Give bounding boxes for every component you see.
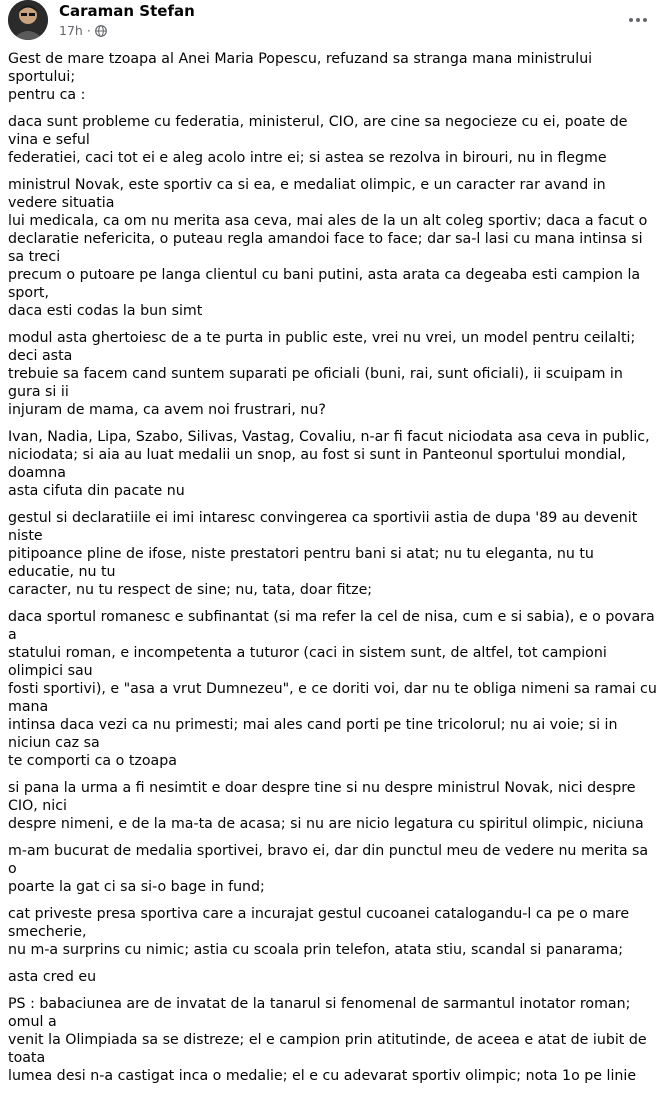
more-options-icon [628, 17, 648, 23]
post-timestamp[interactable]: 17h [59, 23, 83, 38]
post-paragraph: cat priveste presa sportiva care a incurajat gestul cucoanei catalogandu-l ca pe o mare smecherie, nu m-a surprins cu nimic; astia cu scoala prin telefon, atata stiu, scandal si panarama; [8, 906, 630, 958]
post-paragraph: daca sportul romanesc e subfinantat (si ma refer la cel de nisa, cum e si sabia), e o povara a statului roman, e incompetenta a tuturor (caci in sistem sunt, de altfel, tot campioni olimpici sau fosti sportivi), e "asa a vrut Dumnezeu", e ce doriti voi, dar nu te obliga nimeni sa ramai cu mana intinsa daca vezi ca nu primesti; mai ales cand porti pe tine tricolorul; nu ai voie; si in niciun caz sa te comporti ca o tzoapa [8, 609, 657, 769]
post-paragraph: Gest de mare tzoapa al Anei Maria Popescu, refuzand sa stranga mana ministrului sportului; pentru ca : [8, 51, 593, 103]
more-options-button[interactable] [624, 6, 652, 34]
avatar-photo [8, 0, 48, 40]
post-paragraph: Ivan, Nadia, Lipa, Szabo, Silivas, Vastag, Covaliu, n-ar fi facut niciodata asa ceva in public, niciodata; si aia au luat medalii un snop, au fost si sunt in Panteonul sportului mondial, doamna asta cifuta din pacate nu [8, 429, 650, 499]
post-paragraph: PS : babaciunea are de invatat de la tanarul si fenomenal de sarmantul inotator roman; omul a venit la Olimpiada sa se distreze; el e campion prin atitutinde, de aceea e atat de iubit de toata lumea desi n-a castigat inca o medalie; el e cu adevarat sportiv olimpic; nota 1o pe linie [8, 996, 647, 1084]
globe-icon[interactable] [95, 25, 107, 37]
post-paragraph: gestul si declaratiile ei imi intaresc convingerea ca sportivii astia de dupa '89 au devenit niste pitipoance pline de ifose, niste prestatori pentru bani si atat; nu tu eleganta, nu tu educatie, nu tu caracter, nu tu respect de sine; nu, tata, doar fitze; [8, 510, 638, 598]
post-paragraph: m-am bucurat de medalia sportivei, bravo ei, dar din punctul meu de vedere nu merita sa o poarte la gat ci sa si-o bage in fund; [8, 843, 649, 895]
post-meta [59, 24, 107, 38]
post-paragraph: si pana la urma a fi nesimtit e doar despre tine si nu despre ministrul Novak, nici despre CIO, nici despre nimeni, e de la ma-ta de acasa; si nu are nicio legatura cu spiritul olimpic, niciuna [8, 780, 644, 832]
author-avatar[interactable] [8, 0, 48, 40]
author-name[interactable]: Caraman Stefan [59, 2, 195, 20]
post-content [8, 50, 658, 1094]
post-paragraph: ministrul Novak, este sportiv ca si ea, e medaliat olimpic, e un caracter rar avand in vedere situatia lui medicala, ca om nu merita asa ceva, mai ales de la un alt coleg sportiv; daca a facut o declaratie nefericita, o puteau regla amandoi face to face; dar sa-l lasi cu mana intinsa si sa treci precum o putoare pe langa clientul cu bani putini, asta arata ca degeaba esti campion la sport, daca esti codas la bun simt [8, 177, 648, 319]
post-paragraph: asta cred eu [8, 969, 97, 985]
post-paragraph: modul asta ghertoiesc de a te purta in public este, vrei nu vrei, un model pentru ceilalti; deci asta trebuie sa facem cand suntem suparati pe oficiali (buni, rai, sunt oficiali), ii scuipam in gura si ii injuram de mama, ca avem noi frustrari, nu? [8, 330, 636, 418]
meta-separator: · [86, 23, 91, 38]
post-paragraph: daca sunt probleme cu federatia, ministerul, CIO, are cine sa negocieze cu ei, poate de vina e seful federatiei, caci tot ei e aleg acolo intre ei; si astea se rezolva in birouri, nu in flegme [8, 114, 628, 166]
